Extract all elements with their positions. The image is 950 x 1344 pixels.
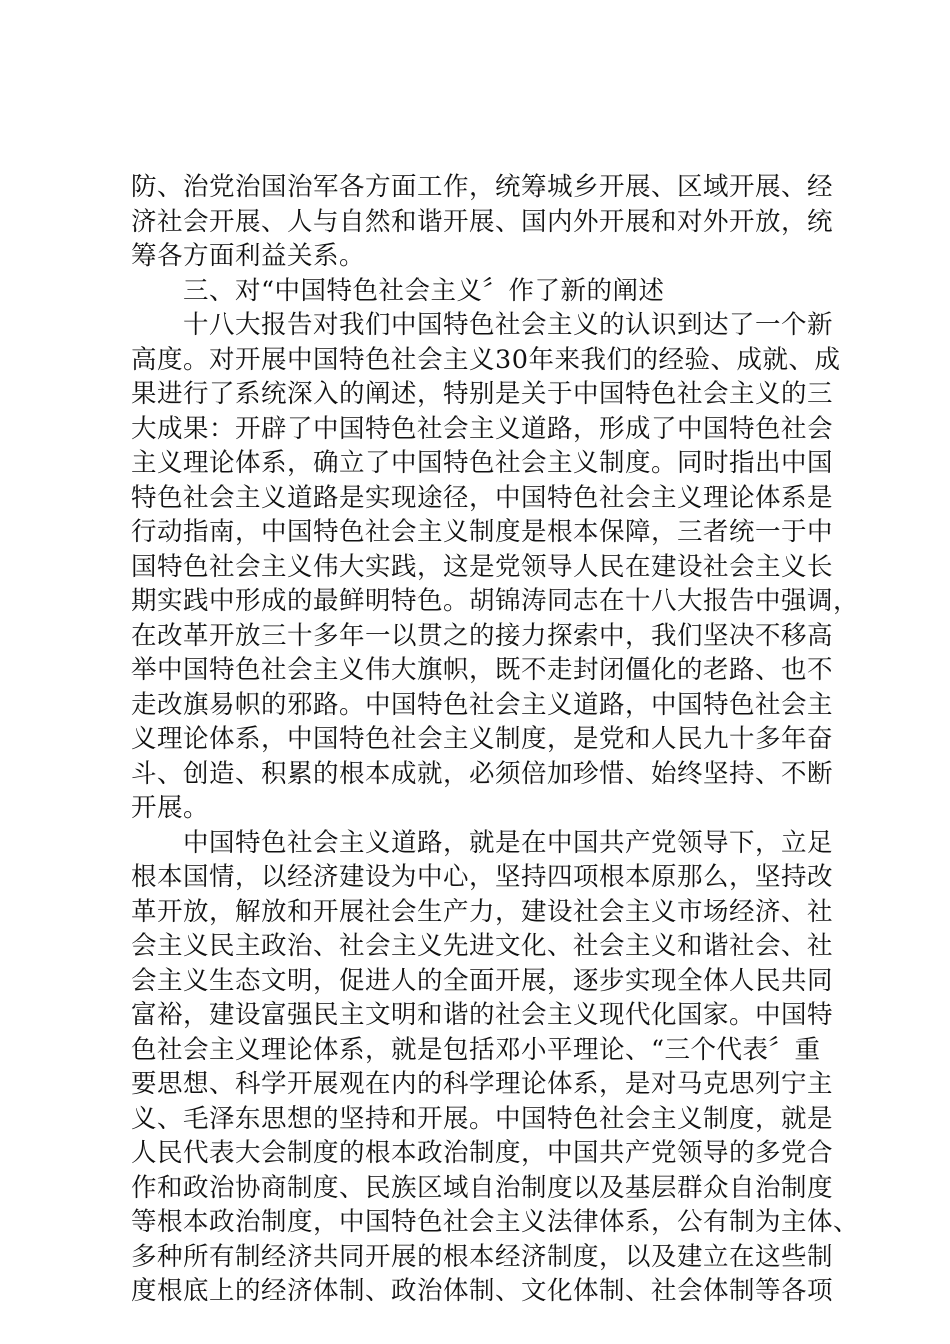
- paragraph-first-line: 十八大报告对我们中国特色社会主义的认识到达了一个新: [183, 310, 834, 340]
- text-line: 作和政治协商制度、民族区域自治制度以及基层群众自治制度: [131, 1172, 834, 1203]
- text-line: 筹各方面利益关系。: [131, 241, 366, 271]
- text-line: 国特色社会主义伟大实践，这是党领导人民在建设社会主义长: [131, 551, 834, 582]
- text-line: 济社会开展、人与自然和谐开展、国内外开展和对外开放，统: [131, 206, 834, 237]
- text-line: 开展。: [131, 793, 210, 823]
- text-line: 要思想、科学开展观在内的科学理论体系，是对马克思列宁主: [131, 1069, 834, 1099]
- text-line: 义、毛泽东思想的坚持和开展。中国特色社会主义制度，就是: [131, 1103, 834, 1134]
- text-line: 度根底上的经济体制、政治体制、文化体制、社会体制等各项: [131, 1276, 834, 1306]
- paragraph-first-line: 三、对“中国特色社会主义〞作了新的阐述: [183, 275, 665, 306]
- text-line: 期实践中形成的最鲜明特色。胡锦涛同志在十八大报告中强调，: [131, 586, 860, 616]
- text-line: 根本国情，以经济建设为中心，坚持四项根本原那么，坚持改: [131, 862, 834, 892]
- text-line: 多种所有制经济共同开展的根本经济制度，以及建立在这些制: [131, 1241, 834, 1272]
- text-line: 义理论体系，中国特色社会主义制度，是党和人民九十多年奋: [131, 724, 834, 754]
- text-line: 举中国特色社会主义伟大旗帜，既不走封闭僵化的老路、也不: [131, 655, 834, 685]
- text-line: 果进行了系统深入的阐述，特别是关于中国特色社会主义的三: [131, 379, 834, 409]
- text-line: 富裕，建设富强民主文明和谐的社会主义现代化国家。中国特: [131, 1000, 834, 1030]
- text-line: 色社会主义理论体系，就是包括邓小平理论、“三个代表〞重: [131, 1034, 821, 1065]
- text-line: 高度。对开展中国特色社会主义30年来我们的经验、成就、成: [131, 344, 841, 375]
- text-line: 防、治党治国治军各方面工作，统筹城乡开展、区域开展、经: [131, 172, 834, 202]
- document-body: [131, 170, 860, 1309]
- text-line: 革开放，解放和开展社会生产力，建设社会主义市场经济、社: [131, 896, 834, 927]
- text-line: 特色社会主义道路是实现途径，中国特色社会主义理论体系是: [131, 482, 834, 513]
- text-line: 人民代表大会制度的根本政治制度，中国共产党领导的多党合: [131, 1138, 834, 1168]
- text-line: 会主义生态文明，促进人的全面开展，逐步实现全体人民共同: [131, 965, 834, 996]
- text-line: 在改革开放三十多年一以贯之的接力探索中，我们坚决不移高: [131, 620, 834, 651]
- text-line: 行动指南，中国特色社会主义制度是根本保障，三者统一于中: [131, 517, 834, 547]
- text-line: 大成果：开辟了中国特色社会主义道路，形成了中国特色社会: [131, 413, 834, 444]
- text-line: 等根本政治制度，中国特色社会主义法律体系，公有制为主体、: [131, 1207, 860, 1237]
- text-line: 斗、创造、积累的根本成就，必须倍加珍惜、始终坚持、不断: [131, 758, 834, 789]
- text-line: 走改旗易帜的邪路。中国特色社会主义道路，中国特色社会主: [131, 689, 834, 720]
- text-line: 主义理论体系，确立了中国特色社会主义制度。同时指出中国: [131, 448, 834, 478]
- paragraph-first-line: 中国特色社会主义道路，就是在中国共产党领导下，立足: [183, 827, 834, 858]
- text-line: 会主义民主政治、社会主义先进文化、社会主义和谐社会、社: [131, 931, 834, 961]
